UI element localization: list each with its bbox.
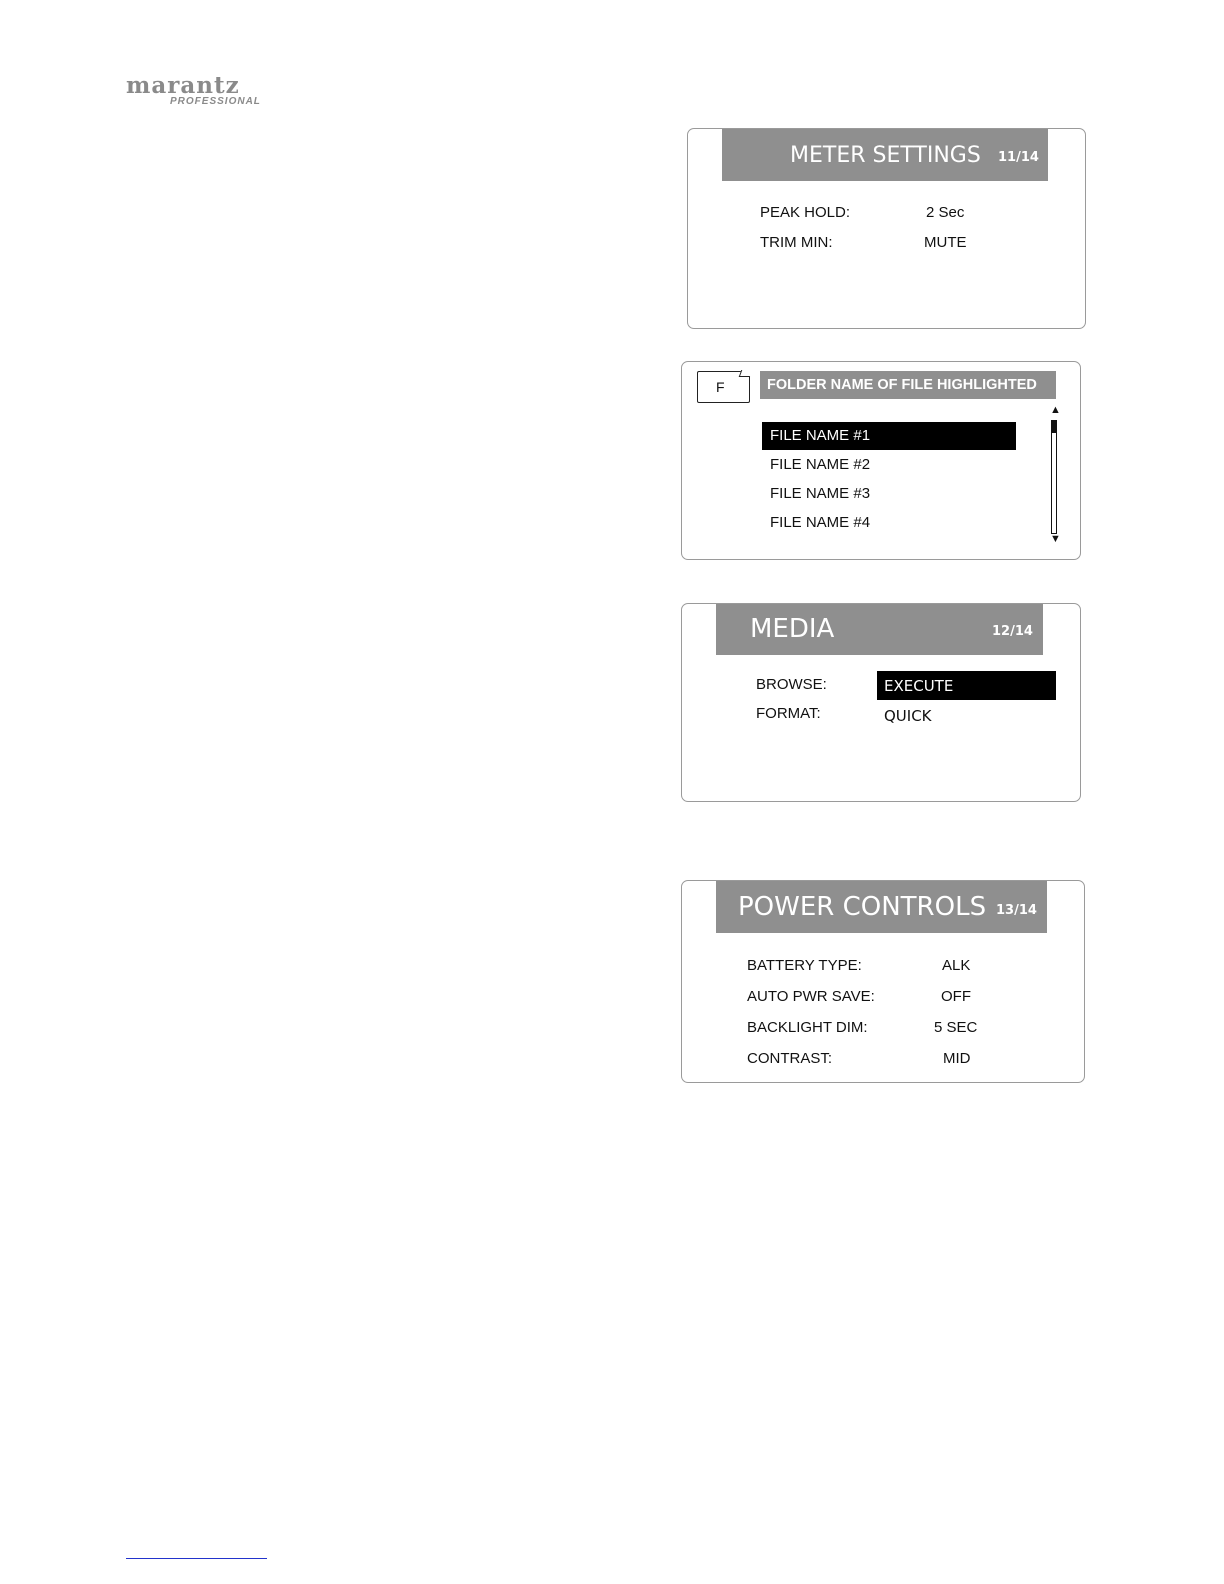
backlight-dim-value[interactable]: 5 SEC	[934, 1019, 978, 1036]
trim-min-label: TRIM MIN:	[760, 234, 833, 251]
file-name: FILE NAME #4	[770, 514, 871, 531]
folder-icon-letter: F	[716, 379, 725, 395]
folder-name-title: FOLDER NAME OF FILE HIGHLIGHTED	[767, 377, 1037, 393]
format-value[interactable]: QUICK	[884, 707, 932, 725]
scrollbar-thumb[interactable]	[1052, 421, 1056, 433]
backlight-dim-label: BACKLIGHT DIM:	[747, 1019, 868, 1036]
folder-icon	[697, 371, 750, 403]
trim-min-value[interactable]: MUTE	[924, 234, 967, 251]
battery-type-label: BATTERY TYPE:	[747, 957, 862, 974]
file-list-item[interactable]	[762, 509, 1016, 537]
file-name: FILE NAME #1	[770, 427, 871, 444]
scroll-down-arrow-icon[interactable]: ▼	[1050, 533, 1061, 545]
auto-pwr-save-label: AUTO PWR SAVE:	[747, 988, 875, 1005]
scroll-up-arrow-icon[interactable]: ▲	[1050, 404, 1061, 416]
footer-link-underline	[126, 1558, 267, 1559]
screen-header	[722, 129, 1048, 181]
battery-type-value[interactable]: ALK	[942, 957, 971, 974]
page-indicator: 12/14	[992, 624, 1033, 639]
folder-name-header	[760, 371, 1056, 399]
screen-title: MEDIA	[750, 614, 835, 644]
screen-title: POWER CONTROLS	[738, 892, 987, 922]
screen-header	[716, 881, 1047, 933]
file-name: FILE NAME #2	[770, 456, 871, 473]
file-list-item[interactable]	[762, 451, 1016, 479]
file-name: FILE NAME #3	[770, 485, 871, 502]
page-indicator: 13/14	[996, 903, 1037, 918]
format-label: FORMAT:	[756, 705, 821, 722]
file-browser-screen	[681, 361, 1081, 560]
screen-header	[716, 604, 1043, 655]
screen-title: METER SETTINGS	[790, 143, 981, 168]
browse-label: BROWSE:	[756, 676, 827, 693]
logo-tagline: PROFESSIONAL	[170, 96, 261, 107]
browse-value-highlight[interactable]	[877, 671, 1056, 700]
peak-hold-label: PEAK HOLD:	[760, 204, 851, 221]
page-indicator: 11/14	[998, 150, 1039, 165]
logo-brand: marantz	[126, 72, 240, 99]
file-list-item-selected[interactable]	[762, 422, 1016, 450]
contrast-label: CONTRAST:	[747, 1050, 833, 1067]
peak-hold-value[interactable]: 2 Sec	[926, 204, 965, 221]
media-screen	[681, 603, 1081, 802]
browse-value: EXECUTE	[884, 677, 954, 695]
meter-settings-screen	[687, 128, 1086, 329]
power-controls-screen	[681, 880, 1085, 1083]
contrast-value[interactable]: MID	[943, 1050, 971, 1067]
marantz-logo	[126, 72, 266, 107]
auto-pwr-save-value[interactable]: OFF	[941, 988, 971, 1005]
file-list-item[interactable]	[762, 480, 1016, 508]
scrollbar[interactable]	[1051, 420, 1057, 534]
